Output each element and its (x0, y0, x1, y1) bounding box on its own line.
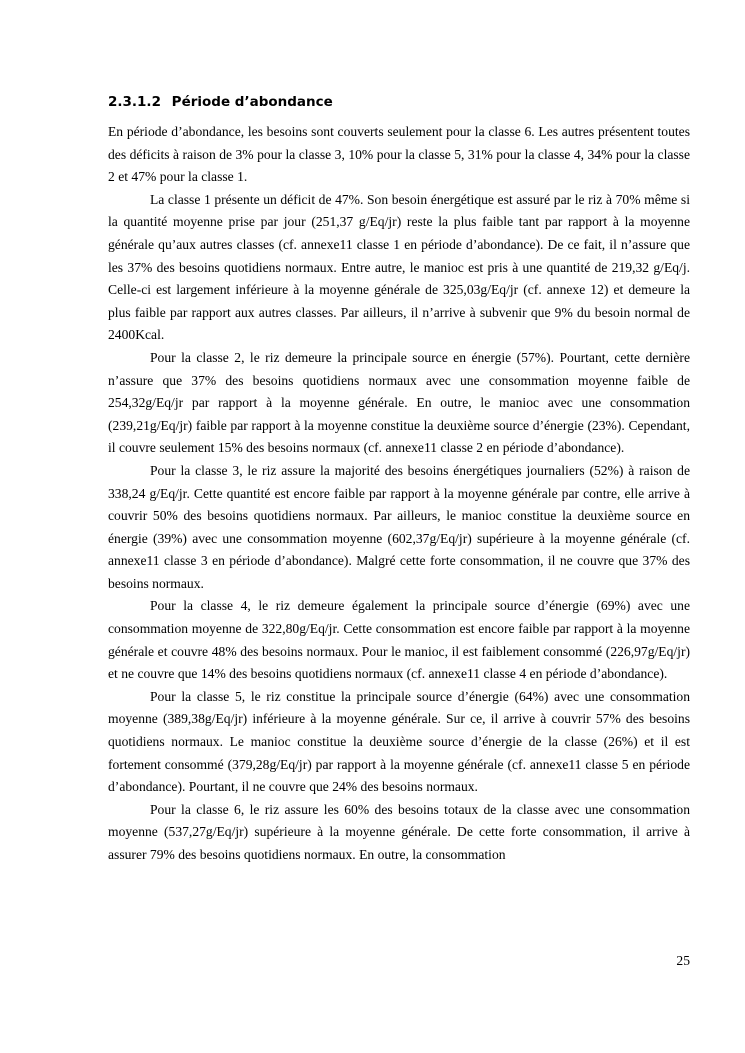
section-title: Période d’abondance (171, 94, 333, 110)
page-number: 25 (676, 953, 690, 968)
section-number: 2.3.1.2 (108, 94, 161, 110)
section-heading (108, 93, 333, 111)
paragraph-classe-6: Pour la classe 6, le riz assure les 60% des besoins totaux de la classe avec une consommation moyenne (537,27g/Eq/jr) supérieure à la moyenne générale. De cette forte consommation, il arrive à assurer 79% des besoins quotidiens normaux. En outre, la consommation (108, 801, 690, 862)
paragraph-classe-5: Pour la classe 5, le riz constitue la principale source d’énergie (64%) avec une consommation moyenne (389,38g/Eq/jr) inférieure à la moyenne générale. Sur ce, il arrive à couvrir 57% des besoins quotidiens normaux. Le manioc constitue la deuxième source d’énergie de la classe (26%) et il est fortement consommé (379,28g/Eq/jr) par rapport à la moyenne générale (cf. annexe11 classe 5 en période d’abondance). Pourtant, il ne couvre que 24% des besoins normaux. (108, 688, 690, 795)
paragraph-classe-2: Pour la classe 2, le riz demeure la principale source en énergie (57%). Pourtant, cette dernière n’assure que 37% des besoins quotidiens normaux avec une consommation moyenne faible de 254,32g/Eq/jr par rapport à la moyenne générale. En outre, le manioc avec une consommation (239,21g/Eq/jr) faible par rapport à la moyenne constitue la deuxième source d’énergie (23%). Cependant, il couvre seulement 15% des besoins normaux (cf. annexe11 classe 2 en période d’abondance). (108, 349, 690, 456)
paragraph-intro: En période d’abondance, les besoins sont couverts seulement pour la classe 6. Les autres présentent toutes des déficits à raison de 3% pour la classe 3, 10% pour la classe 5, 31% pour la classe 4, 34% pour la classe 2 et 47% pour la classe 1. (108, 124, 690, 185)
paragraph-classe-3: Pour la classe 3, le riz assure la majorité des besoins énergétiques journaliers (52%) à raison de 338,24 g/Eq/jr. Cette quantité est encore faible par rapport à la moyenne générale par contre, elle arrive à couvrir 50% des besoins quotidiens normaux. Par ailleurs, le manioc constitue la deuxième source en énergie (39%) avec une consommation moyenne (602,37g/Eq/jr) supérieure à la moyenne générale (cf. annexe11 classe 3 en période d’abondance). Malgré cette forte consommation, il ne couvre que 37% des besoins normaux. (108, 462, 690, 591)
paragraph-classe-1: La classe 1 présente un déficit de 47%. Son besoin énergétique est assuré par le riz à 70% même si la quantité moyenne prise par jour (251,37 g/Eq/jr) reste la plus faible tant par rapport à la moyenne générale qu’aux autres classes (cf. annexe11 classe 1 en période d’abondance). De ce fait, il n’assure que les 37% des besoins quotidiens normaux. Entre autre, le manioc est pris à une quantité de 219,32 g/Eq/j. Celle-ci est largement inférieure à la moyenne générale de 325,03g/Eq/jr (cf. annexe 12) et demeure la plus faible par rapport aux autres classes. Par ailleurs, il n’arrive à subvenir que 9% du besoin normal de 2400Kcal. (108, 191, 690, 343)
paragraph-classe-4: Pour la classe 4, le riz demeure également la principale source d’énergie (69%) avec une consommation moyenne de 322,80g/Eq/jr. Cette consommation est encore faible par rapport à la moyenne générale et couvre 48% des besoins normaux. Pour le manioc, il est faiblement consommé (226,97g/Eq/jr) et ne couvre que 14% des besoins quotidiens normaux (cf. annexe11 classe 4 en période d’abondance). (108, 598, 690, 682)
body-text (108, 121, 690, 867)
